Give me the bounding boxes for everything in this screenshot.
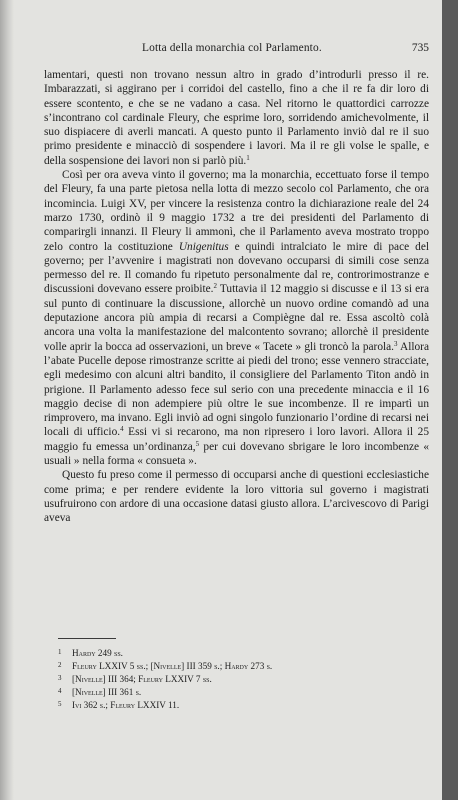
footnote-text: Hardy 249 ss. [72, 648, 123, 658]
footnote-2 [58, 659, 428, 672]
page-header [44, 42, 429, 58]
footnote-ref-4: 4 [120, 425, 124, 434]
footnote-ref-5: 5 [195, 439, 200, 448]
footnote-5 [58, 698, 428, 711]
paragraph-2-text-c: Tuttavia il 12 maggio si discusse e il 13 si era sul punto di continuare la discussione, allorchè un nuovo ordine comandò ad una deputazione ancora più ampia di recarsi a Compiègne dal re. Essa ascoltò colà ancora una volta la manifestazione del malcontento sovrano; allorchè il presidente volle aprir la bocca ad osservazioni, un breve « Tacete » gli troncò la parola. [44, 283, 429, 353]
footnote-4 [58, 685, 428, 698]
body-text [44, 68, 429, 526]
paragraph-3 [44, 468, 429, 525]
footnote-3 [58, 672, 428, 685]
footnote-ref-3: 3 [394, 339, 398, 348]
footnote-rule [58, 638, 116, 639]
footnote-1 [58, 646, 428, 659]
footnote-number: 1 [58, 648, 62, 656]
footnote-text: [Nivelle] III 361 s. [72, 687, 142, 698]
paragraph-2 [44, 168, 429, 468]
paragraph-1-text: lamentari, questi non trovano nessun altro in grado d’introdurli presso il re. Imbarazzati, si aggirano per i corridoi del castello, fino a che il re fa dir loro di essere scontento, e che se ne vadano a casa. Nel ritorno le quattordici carrozze s’incontrano col cardinale Fleury, che esprime loro, sorridendo amichevolmente, il suo dispiacere di averli mancati. A questo punto il Parlamento inviò dal re il suo primo presidente e minacciò di sospendere i lavori. Ma il re gli volse le spalle, e della sospensione dei lavori non si parlò più. [44, 69, 429, 167]
footnotes [58, 646, 428, 711]
paragraph-2-text-a: Così per ora aveva vinto il governo; ma la monarchia, eccettuato forse il tempo del Fleury, fa una parte pietosa nella lotta di mezzo secolo col Parlamento, che ora incomincia. Luigi XV, per vincere la resistenza contro la dichiarazione reale del 24 marzo 1730, ordinò il 9 maggio 1732 a tre dei presidenti del Parlamento di comparirgli innanzi. Il Fleury li ammonì, che il Parlamento aveva mostrato troppo zelo contro la costituzione [44, 169, 429, 253]
footnote-text: Ivi 362 s.; Fleury LXXIV 11. [72, 700, 180, 711]
gutter-shadow [0, 0, 14, 800]
paragraph-3-text: Questo fu preso come il permesso di occuparsi anche di questioni ecclesiastiche come prima; e per rendere evidente la loro vittoria sul governo i magistrati usufruirono con ardore di una occasione datasi giusto allora. L’arcivescovo di Parigi aveva [44, 469, 429, 525]
footnote-number: 3 [58, 674, 62, 683]
footnote-number: 5 [58, 700, 62, 709]
paragraph-1 [44, 68, 429, 168]
footnote-text: Fleury LXXIV 5 ss.; [Nivelle] III 359 s.; Hardy 273 s. [72, 661, 273, 672]
footnote-ref-2: 2 [213, 282, 218, 291]
footnote-number: 4 [58, 687, 62, 696]
page-number: 735 [411, 42, 429, 54]
paragraph-2-text-b: e quindi intralciato le mire di pace del governo; per l’avvenire i magistrati non dovevano occuparsi di simili cose senza permesso del re. Il comando fu ripetuto personalmente dal re, controrimostranze e discussioni dovevano essere proibite. [44, 240, 430, 296]
page-edge-background [442, 0, 458, 800]
footnote-number: 2 [58, 661, 62, 670]
italic-unigenitus: Unigenitus [178, 240, 229, 253]
paragraph-2-text-f: per cui dovevano sbrigare le loro incombenze « usuali » nella forma « consueta ». [44, 440, 429, 468]
paragraph-2-text-d: Allora l’abate Pucelle depose rimostranze scritte ai piedi del trono; esse vennero stracciate, egli medesimo con alcuni altri bandito, il consigliere del Parlamento Titon andò in prigione. Il Parlamento adesso fece sul serio con una precedente minaccia e il 16 maggio decise di non adempiere più oltre le sue incombenze. Il re impartì un rimprovero, ma invano. Egli inviò ad ogni singolo funzionario l’ordine di recarsi nei locali di ufficio. [44, 340, 429, 439]
running-title: Lotta della monarchia col Parlamento. [142, 42, 322, 54]
footnote-ref-1: 1 [246, 153, 250, 162]
footnote-text: [Nivelle] III 364; Fleury LXXIV 7 ss. [72, 674, 212, 685]
paragraph-2-text-e: Essi vi si recarono, ma non ripresero i loro lavori. Allora il 25 maggio fu emessa un’ordinanza, [44, 426, 429, 453]
